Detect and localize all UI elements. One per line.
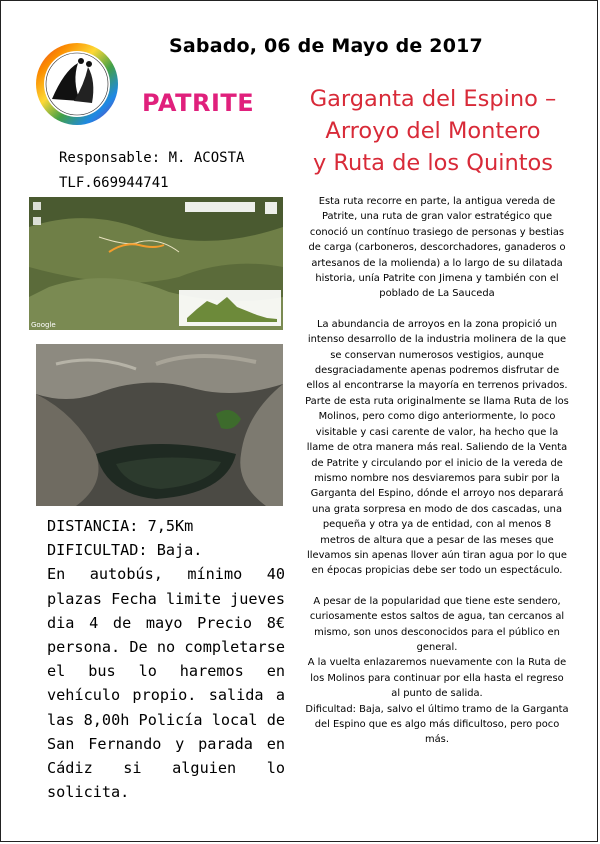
difficulty-text: DIFICULTAD: Baja. — [47, 541, 203, 560]
event-location: PATRITE — [142, 89, 255, 117]
description-paragraph: Esta ruta recorre en parte, la antigua vereda de Patrite, una ruta de gran valor estratégico que conoció un contínuo trasiego de personas y bestias de carga (carboneros, descorchadores, ganaderos o artesanos de la molienda) a lo largo de su dilatada historia, unía Patrite con Jimena y también con el poblado de La Sauceda — [308, 196, 566, 300]
route-title-line: Garganta del Espino – — [309, 86, 557, 112]
responsable-label: Responsable: M. ACOSTA — [59, 150, 245, 166]
bus-details-text: En autobús, mínimo 40 plazas Fecha limite jueves dia 4 de mayo Precio 8€ persona. De no completarse el bus lo haremos en vehículo propio. salida a las 8,00h Policía local de San Fernando y parada en Cádiz si alguien lo solicita. — [47, 565, 285, 802]
canyon-photo — [36, 344, 283, 506]
contact-block — [59, 146, 244, 196]
description-paragraph: La abundancia de arroyos en la zona propició un intenso desarrollo de la industria molinera de la que se conservan numerosos vestigios, aunque desgraciadamente apenas podremos disfrutar de ellos al encontrarse la mayoría en terrenos privados. Parte de esta ruta originalmente se llama Ruta de los Molinos, pero como digo anteriormente, lo poco visitable y casi carente de valor, ha hecho que la llame de otra manera más real. Saliendo de la Venta de Patrite y circulando por el inicio de la vereda de mismo nombre nos desviaremos para subir por la Garganta del Espino, dónde el arroyo nos deparará una grata sorpresa en modo de dos cascadas, una pequeña y otra ya de entidad, con al menos 8 metros de altura que a pesar de las meses que llevamos sin apenas llover aún tiran agua por lo que en épocas propicias debe ser todo un espectáculo. — [305, 318, 569, 577]
description-paragraph: A la vuelta enlazaremos nuevamente con la Ruta de los Molinos para continuar por ella hasta el regreso al punto de salida. — [307, 657, 567, 700]
route-map — [29, 197, 283, 330]
event-date: Sabado, 06 de Mayo de 2017 — [169, 35, 483, 57]
phone-number: TLF.669944741 — [59, 175, 169, 191]
description-paragraph: Dificultad: Baja, salvo el último tramo de la Garganta del Espino que es algo más dificultoso, pero poco más. — [305, 703, 569, 746]
trip-info — [47, 514, 285, 804]
distance-text: DISTANCIA: 7,5Km — [47, 517, 194, 535]
map-brand: Google — [31, 321, 56, 329]
description-paragraph: A pesar de la popularidad que tiene este sendero, curiosamente estos saltos de agua, tan cercanos al mismo, son unos desconocidos para el público en general. — [309, 595, 565, 653]
route-title — [283, 83, 583, 179]
route-title-line: y Ruta de los Quintos — [312, 150, 554, 176]
route-description — [305, 194, 569, 748]
club-logo — [34, 41, 120, 127]
route-title-line: Arroyo del Montero — [325, 118, 541, 144]
